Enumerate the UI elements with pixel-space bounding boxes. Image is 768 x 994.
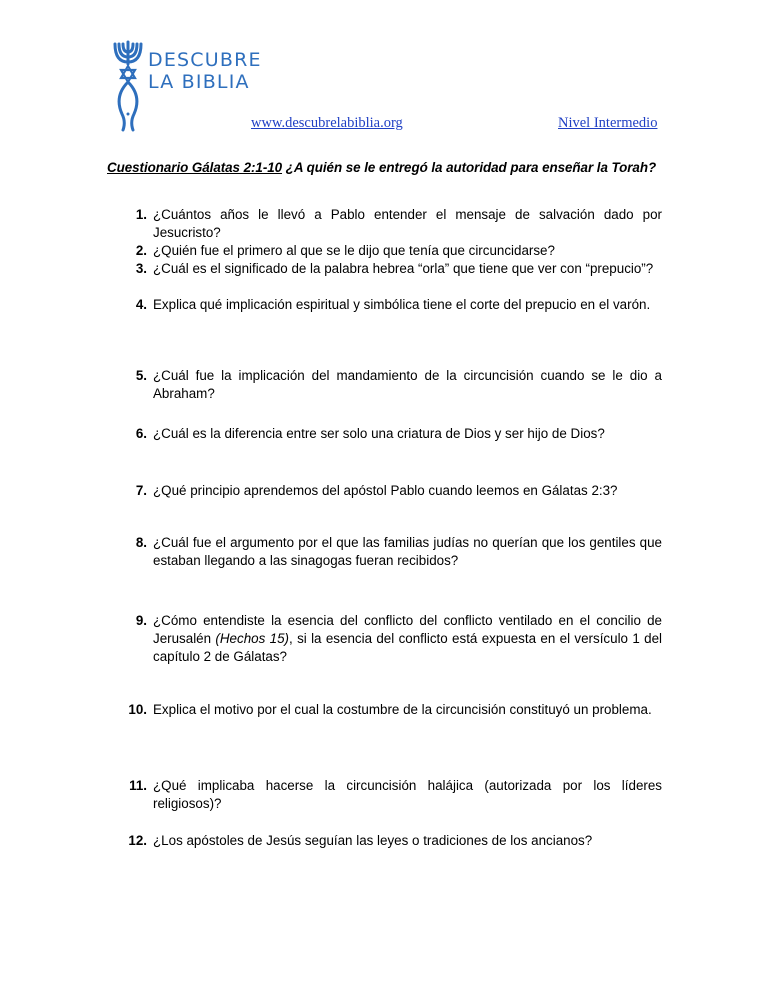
question-item	[107, 367, 662, 403]
question-text: Explica el motivo por el cual la costumbre de la circuncisión constituyó un problema.	[153, 702, 652, 717]
question-item	[107, 425, 662, 443]
question-text	[153, 612, 662, 666]
website-link[interactable]: www.descubrelabiblia.org	[251, 115, 403, 131]
document-title	[107, 160, 667, 175]
question-item	[107, 260, 662, 278]
question-number: 7.	[135, 483, 147, 498]
question-number: 11.	[129, 778, 147, 793]
logo-line-2: LA BIBLIA	[148, 71, 250, 93]
title-reference: Cuestionario Gálatas 2:1-10	[107, 160, 283, 175]
bible-reference: (Hechos 15)	[215, 631, 289, 646]
title-question: ¿A quién se le entregó la autoridad para enseñar la Torah?	[282, 160, 657, 175]
question-item	[107, 206, 662, 242]
question-text-part: ¿Cómo entendiste la esencia del conflicto del conflicto ventilado en el concilio de Jerusalén	[153, 613, 662, 646]
question-number: 8.	[135, 535, 147, 550]
question-item	[107, 482, 662, 500]
question-item	[107, 777, 662, 813]
question-item	[107, 612, 662, 666]
question-number: 10.	[128, 702, 147, 717]
question-text: ¿Qué principio aprendemos del apóstol Pablo cuando leemos en Gálatas 2:3?	[153, 483, 618, 498]
question-item	[107, 242, 662, 260]
logo-line-1: DESCUBRE	[148, 49, 262, 71]
question-number: 2.	[135, 243, 147, 258]
level-link[interactable]: Nivel Intermedio	[558, 115, 658, 131]
question-text: ¿Cuál fue la implicación del mandamiento de la circuncisión cuando se le dio a Abraham?	[153, 368, 662, 401]
question-text: ¿Cuál fue el argumento por el que las familias judías no querían que los gentiles que estaban llegando a las sinagogas fueran recibidos?	[153, 535, 662, 568]
question-number: 6.	[135, 426, 147, 441]
question-item	[107, 534, 662, 570]
question-text: ¿Quién fue el primero al que se le dijo que tenía que circuncidarse?	[153, 243, 555, 258]
question-text: ¿Cuál es el significado de la palabra hebrea “orla” que tiene que ver con “prepucio”?	[153, 261, 654, 276]
question-item	[107, 296, 662, 314]
question-text: ¿Cuál es la diferencia entre ser solo una criatura de Dios y ser hijo de Dios?	[153, 426, 605, 441]
question-text: ¿Qué implicaba hacerse la circuncisión halájica (autorizada por los líderes religiosos)?	[153, 778, 662, 811]
question-number: 4.	[135, 297, 147, 312]
question-number: 3.	[135, 261, 147, 276]
question-number: 1.	[135, 207, 147, 222]
question-number: 9.	[135, 613, 147, 628]
question-number: 12.	[128, 833, 147, 848]
question-item	[107, 832, 662, 850]
question-text-part: , si la esencia del conflicto está expuesta en el versículo 1 del capítulo 2 de Gálatas?	[153, 631, 663, 664]
question-text: ¿Los apóstoles de Jesús seguían las leyes o tradiciones de los ancianos?	[153, 833, 593, 848]
question-item	[107, 701, 662, 719]
question-text: Explica qué implicación espiritual y simbólica tiene el corte del prepucio en el varón.	[153, 297, 651, 312]
question-text: ¿Cuántos años le llevó a Pablo entender el mensaje de salvación dado por Jesucristo?	[153, 207, 662, 240]
logo-text	[148, 49, 262, 93]
question-number: 5.	[135, 368, 147, 383]
